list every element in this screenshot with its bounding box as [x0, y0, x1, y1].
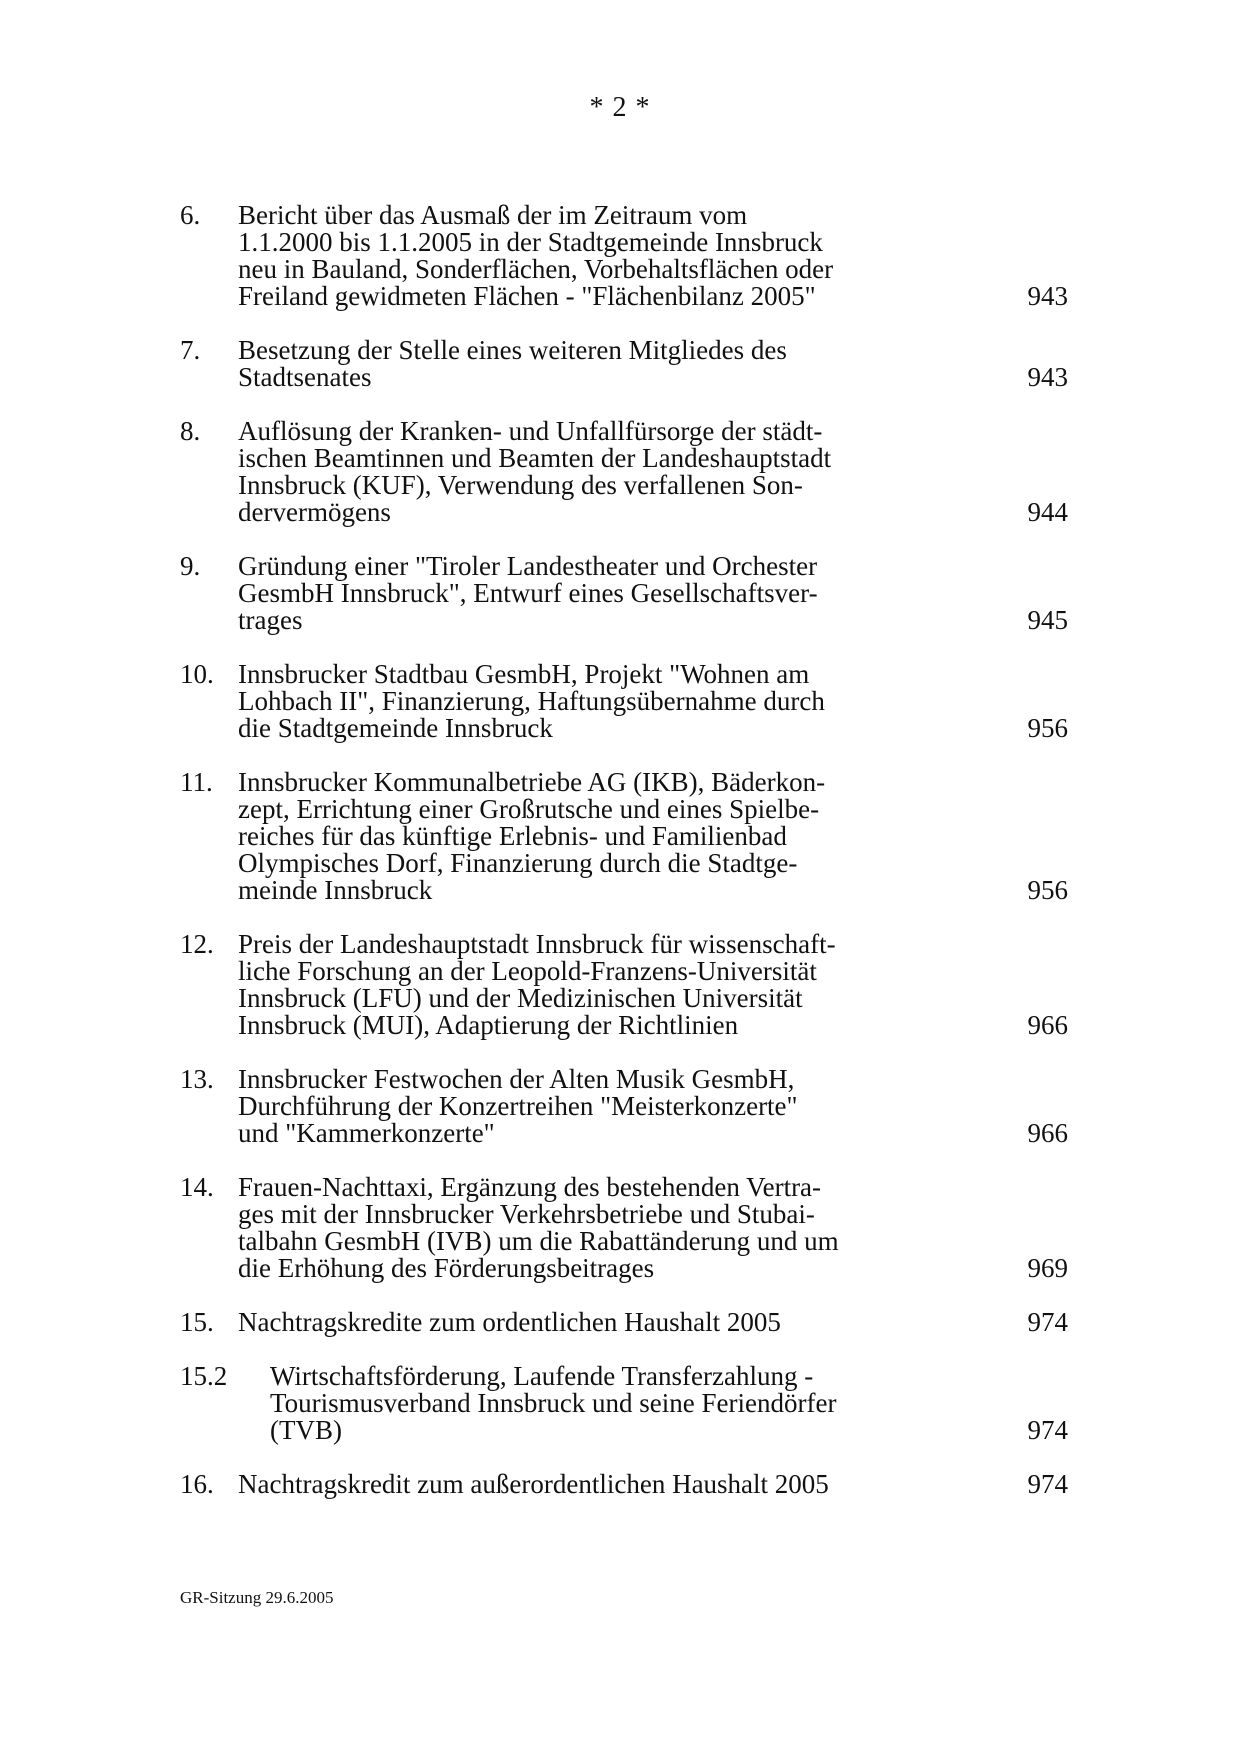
- entry-page-number: 974: [1027, 1307, 1068, 1337]
- entry-line: Bericht über das Ausmaß der im Zeitraum vom: [238, 200, 748, 230]
- toc-entry-8: [180, 418, 1070, 526]
- entry-text: [238, 1174, 900, 1282]
- entry-line: und "Kammerkonzerte": [238, 1118, 495, 1148]
- entry-text: [238, 1309, 900, 1336]
- entry-line: Besetzung der Stelle eines weiteren Mitgliedes des: [238, 335, 787, 365]
- page-header: * 2 *: [589, 92, 651, 123]
- entry-number: 8.: [180, 416, 201, 446]
- entry-page-number: 943: [1027, 281, 1068, 311]
- toc-entry-16: [180, 1471, 1070, 1498]
- toc-entry-14: [180, 1174, 1070, 1282]
- toc-entry-15: [180, 1309, 1070, 1336]
- entry-text: [238, 769, 900, 904]
- entry-text: [270, 1363, 900, 1444]
- entry-number: 15.: [180, 1307, 214, 1337]
- toc-entry-9: [180, 553, 1070, 634]
- entry-line: liche Forschung an der Leopold-Franzens-Universität: [238, 956, 817, 986]
- toc-entry-11: [180, 769, 1070, 904]
- entry-line: Lohbach II", Finanzierung, Haftungsübernahme durch: [238, 686, 825, 716]
- entry-number: 13.: [180, 1064, 214, 1094]
- entry-text: [238, 202, 900, 310]
- toc-entry-10: [180, 661, 1070, 742]
- entry-text: [238, 1471, 900, 1498]
- entry-page-number: 966: [1027, 1118, 1068, 1148]
- entry-line: Innsbruck (KUF), Verwendung des verfallenen Son-: [238, 470, 803, 500]
- toc-entry-6: [180, 202, 1070, 310]
- entry-page-number: 945: [1027, 605, 1068, 635]
- entry-line: die Erhöhung des Förderungsbeitrages: [238, 1253, 655, 1283]
- page-footer: GR-Sitzung 29.6.2005: [180, 1588, 334, 1607]
- entry-line: (TVB): [270, 1415, 342, 1445]
- entry-line: Innsbruck (MUI), Adaptierung der Richtlinien: [238, 1010, 739, 1040]
- entry-page-number: 943: [1027, 362, 1068, 392]
- toc-entry-7: [180, 337, 1070, 391]
- entry-line: Auflösung der Kranken- und Unfallfürsorge der städt-: [238, 416, 823, 446]
- entry-line: Tourismusverband Innsbruck und seine Feriendörfer: [270, 1388, 837, 1418]
- entry-page-number: 974: [1027, 1415, 1068, 1445]
- entry-line: die Stadtgemeinde Innsbruck: [238, 713, 553, 743]
- entry-page-number: 974: [1027, 1469, 1068, 1499]
- entry-line: GesmbH Innsbruck", Entwurf eines Gesellschaftsver-: [238, 578, 818, 608]
- entry-line: Innsbrucker Stadtbau GesmbH, Projekt "Wohnen am: [238, 659, 810, 689]
- entry-number: 9.: [180, 551, 201, 581]
- entry-line: talbahn GesmbH (IVB) um die Rabattänderung und um: [238, 1226, 839, 1256]
- entry-line: Innsbrucker Festwochen der Alten Musik GesmbH,: [238, 1064, 795, 1094]
- entry-line: Nachtragskredit zum außerordentlichen Haushalt 2005: [238, 1469, 829, 1499]
- entry-line: Olympisches Dorf, Finanzierung durch die Stadtge-: [238, 848, 798, 878]
- entry-line: Durchführung der Konzertreihen "Meisterkonzerte": [238, 1091, 798, 1121]
- entry-line: Stadtsenates: [238, 362, 372, 392]
- entry-text: [238, 337, 900, 391]
- toc-entry-12: [180, 931, 1070, 1039]
- toc-entry-13: [180, 1066, 1070, 1147]
- entry-page-number: 944: [1027, 497, 1068, 527]
- entry-page-number: 966: [1027, 1010, 1068, 1040]
- entry-line: reiches für das künftige Erlebnis- und Familienbad: [238, 821, 787, 851]
- entry-line: Wirtschaftsförderung, Laufende Transferzahlung -: [270, 1361, 814, 1391]
- entry-number: 7.: [180, 335, 201, 365]
- entry-number: 11.: [180, 767, 213, 797]
- table-of-contents: [180, 202, 1070, 1498]
- entry-line: neu in Bauland, Sonderflächen, Vorbehaltsflächen oder: [238, 254, 834, 284]
- entry-page-number: 969: [1027, 1253, 1068, 1283]
- entry-page-number: 956: [1027, 713, 1068, 743]
- entry-line: ischen Beamtinnen und Beamten der Landeshauptstadt: [238, 443, 832, 473]
- entry-number: 15.2: [180, 1361, 228, 1391]
- entry-line: Innsbruck (LFU) und der Medizinischen Universität: [238, 983, 803, 1013]
- entry-number: 14.: [180, 1172, 214, 1202]
- entry-text: [238, 661, 900, 742]
- entry-line: Preis der Landeshauptstadt Innsbruck für wissenschaft-: [238, 929, 836, 959]
- entry-line: Frauen-Nachttaxi, Ergänzung des bestehenden Vertra-: [238, 1172, 822, 1202]
- entry-text: [238, 1066, 900, 1147]
- entry-text: [238, 931, 900, 1039]
- entry-number: 12.: [180, 929, 214, 959]
- entry-line: meinde Innsbruck: [238, 875, 433, 905]
- entry-text: [238, 553, 900, 634]
- entry-line: dervermögens: [238, 497, 391, 527]
- entry-line: 1.1.2000 bis 1.1.2005 in der Stadtgemeinde Innsbruck: [238, 227, 823, 257]
- entry-line: Innsbrucker Kommunalbetriebe AG (IKB), Bäderkon-: [238, 767, 826, 797]
- entry-number: 16.: [180, 1469, 214, 1499]
- entry-text: [238, 418, 900, 526]
- entry-page-number: 956: [1027, 875, 1068, 905]
- entry-line: trages: [238, 605, 303, 635]
- toc-entry-15-2: [180, 1363, 1070, 1444]
- entry-number: 10.: [180, 659, 214, 689]
- entry-number: 6.: [180, 200, 201, 230]
- entry-line: Freiland gewidmeten Flächen - "Flächenbilanz 2005": [238, 281, 816, 311]
- entry-line: zept, Errichtung einer Großrutsche und eines Spielbe-: [238, 794, 820, 824]
- entry-line: ges mit der Innsbrucker Verkehrsbetriebe und Stubai-: [238, 1199, 815, 1229]
- entry-line: Nachtragskredite zum ordentlichen Haushalt 2005: [238, 1307, 781, 1337]
- entry-line: Gründung einer "Tiroler Landestheater und Orchester: [238, 551, 818, 581]
